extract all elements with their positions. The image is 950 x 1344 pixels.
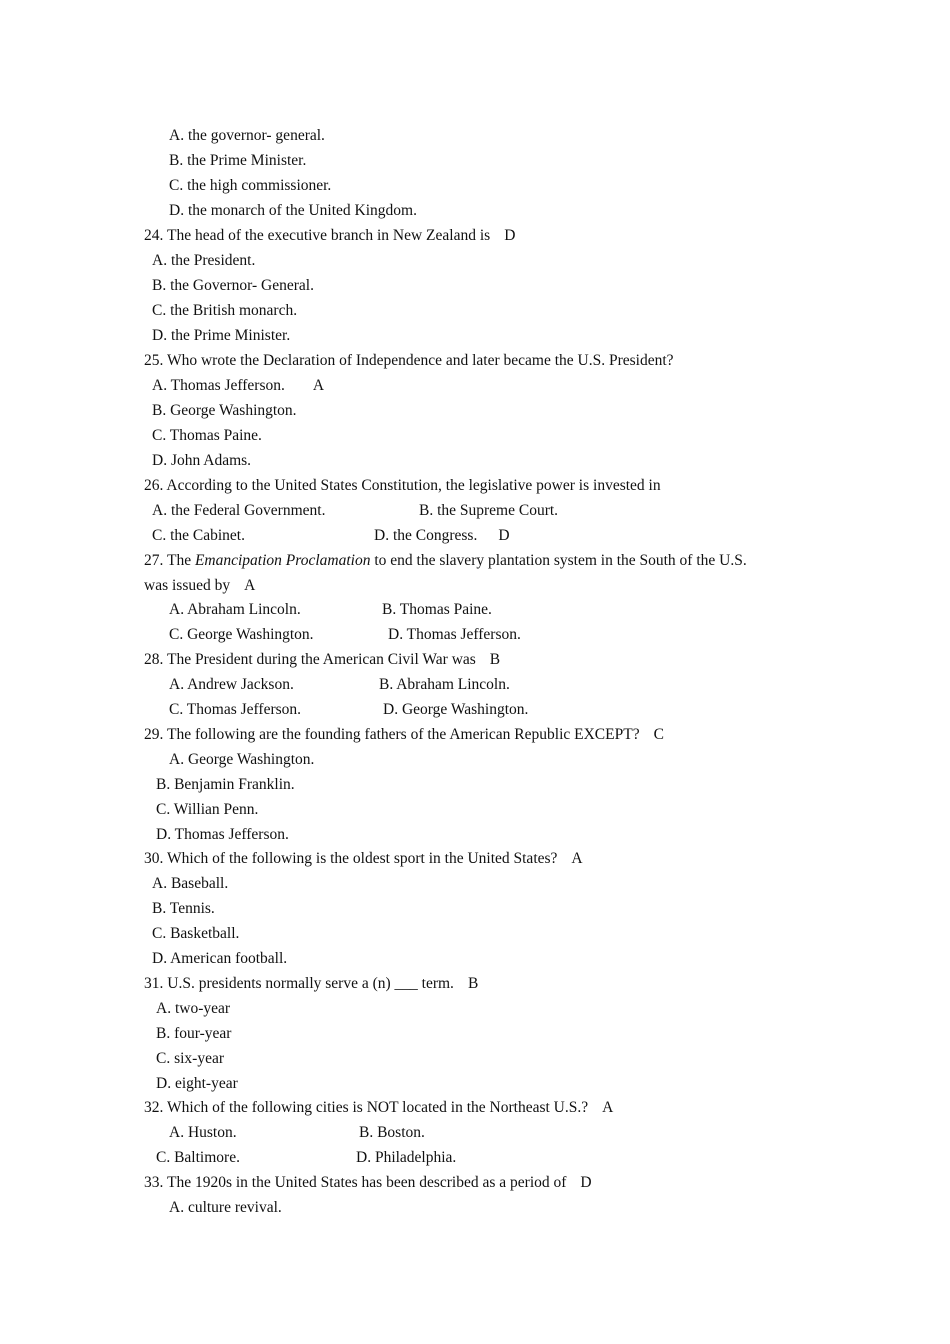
q24-question bbox=[144, 226, 515, 246]
q25-answer: A bbox=[312, 377, 325, 394]
q25-question: 25. Who wrote the Declaration of Independence and later became the U.S. President? bbox=[144, 352, 674, 369]
q27-stem-suffix: to end the slavery plantation system in the South of the U.S. bbox=[374, 552, 747, 569]
q30-stem: 30. Which of the following is the oldest sport in the United States? bbox=[144, 850, 558, 867]
q23-option-a: A. the governor- general. bbox=[169, 127, 325, 144]
q24-stem: 24. The head of the executive branch in New Zealand is bbox=[144, 227, 491, 244]
q31-option-d: D. eight-year bbox=[156, 1075, 238, 1092]
q24-option-b: B. the Governor- General. bbox=[152, 277, 314, 294]
q28-option-b: B. Abraham Lincoln. bbox=[379, 676, 510, 693]
q28-stem: 28. The President during the American Civil War was bbox=[144, 651, 476, 668]
q32-option-a: A. Huston. bbox=[169, 1124, 237, 1141]
q31-option-a: A. two-year bbox=[156, 1000, 231, 1017]
q26-option-a: A. the Federal Government. bbox=[152, 502, 326, 519]
q30-option-b: B. Tennis. bbox=[152, 900, 215, 917]
q27-answer: A bbox=[244, 577, 256, 594]
q32-option-d: D. Philadelphia. bbox=[356, 1149, 457, 1166]
q30-option-a: A. Baseball. bbox=[152, 875, 229, 892]
q32-option-c: C. Baltimore. bbox=[156, 1149, 240, 1166]
q28-answer: B bbox=[489, 651, 501, 668]
q27-option-b: B. Thomas Paine. bbox=[382, 601, 492, 618]
q27-stem-italic: Emancipation Proclamation bbox=[194, 552, 371, 569]
q23-option-d: D. the monarch of the United Kingdom. bbox=[169, 202, 417, 219]
q30-answer: A bbox=[571, 850, 583, 867]
q32-stem: 32. Which of the following cities is NOT located in the Northeast U.S.? bbox=[144, 1099, 589, 1116]
q30-option-c: C. Basketball. bbox=[152, 925, 240, 942]
q31-stem: 31. U.S. presidents normally serve a (n) ___ term. bbox=[144, 975, 454, 992]
q29-option-b: B. Benjamin Franklin. bbox=[156, 776, 295, 793]
q30-question bbox=[144, 849, 583, 869]
q28-question bbox=[144, 650, 500, 670]
q33-option-a: A. culture revival. bbox=[169, 1199, 282, 1216]
q28-option-a: A. Andrew Jackson. bbox=[169, 676, 294, 693]
q27-stem-prefix: 27. The bbox=[144, 552, 192, 569]
q28-option-d: D. George Washington. bbox=[383, 701, 529, 718]
q24-option-a: A. the President. bbox=[152, 252, 256, 269]
q25-option-c: C. Thomas Paine. bbox=[152, 427, 262, 444]
q27-option-c: C. George Washington. bbox=[169, 626, 314, 643]
q33-question bbox=[144, 1173, 592, 1193]
q29-stem: 29. The following are the founding fathers of the American Republic EXCEPT? bbox=[144, 726, 640, 743]
q27-question-line2 bbox=[144, 576, 255, 596]
q31-question bbox=[144, 974, 478, 994]
q32-answer: A bbox=[602, 1099, 614, 1116]
q29-answer: C bbox=[653, 726, 664, 743]
q29-option-d: D. Thomas Jefferson. bbox=[156, 826, 289, 843]
q26-answer: D bbox=[498, 527, 510, 544]
q27-option-d: D. Thomas Jefferson. bbox=[388, 626, 521, 643]
q24-answer: D bbox=[504, 227, 516, 244]
q27-question bbox=[144, 551, 747, 571]
q27-stem-line2: was issued by bbox=[144, 577, 231, 594]
q33-answer: D bbox=[580, 1174, 592, 1191]
q26-question: 26. According to the United States Constitution, the legislative power is invested in bbox=[144, 477, 661, 494]
q23-option-b: B. the Prime Minister. bbox=[169, 152, 307, 169]
q31-option-b: B. four-year bbox=[156, 1025, 232, 1042]
q24-option-c: C. the British monarch. bbox=[152, 302, 298, 319]
q33-stem: 33. The 1920s in the United States has been described as a period of bbox=[144, 1174, 567, 1191]
q27-option-a: A. Abraham Lincoln. bbox=[169, 601, 301, 618]
q28-option-c: C. Thomas Jefferson. bbox=[169, 701, 302, 718]
q25-option-a-line bbox=[152, 376, 324, 396]
q29-option-a: A. George Washington. bbox=[169, 751, 315, 768]
q24-option-d: D. the Prime Minister. bbox=[152, 327, 291, 344]
q25-option-a: A. Thomas Jefferson. bbox=[152, 377, 285, 394]
q31-option-c: C. six-year bbox=[156, 1050, 225, 1067]
q25-option-d: D. John Adams. bbox=[152, 452, 252, 469]
q32-question bbox=[144, 1098, 613, 1118]
q25-option-b: B. George Washington. bbox=[152, 402, 297, 419]
q26-option-b: B. the Supreme Court. bbox=[419, 502, 559, 519]
q29-question bbox=[144, 725, 664, 745]
q26-option-d-line bbox=[374, 526, 510, 546]
q32-option-b: B. Boston. bbox=[359, 1124, 425, 1141]
q26-option-c: C. the Cabinet. bbox=[152, 527, 245, 544]
q23-option-c: C. the high commissioner. bbox=[169, 177, 332, 194]
q31-answer: B bbox=[467, 975, 479, 992]
q30-option-d: D. American football. bbox=[152, 950, 288, 967]
q29-option-c: C. Willian Penn. bbox=[156, 801, 259, 818]
q26-option-d: D. the Congress. bbox=[374, 527, 478, 544]
